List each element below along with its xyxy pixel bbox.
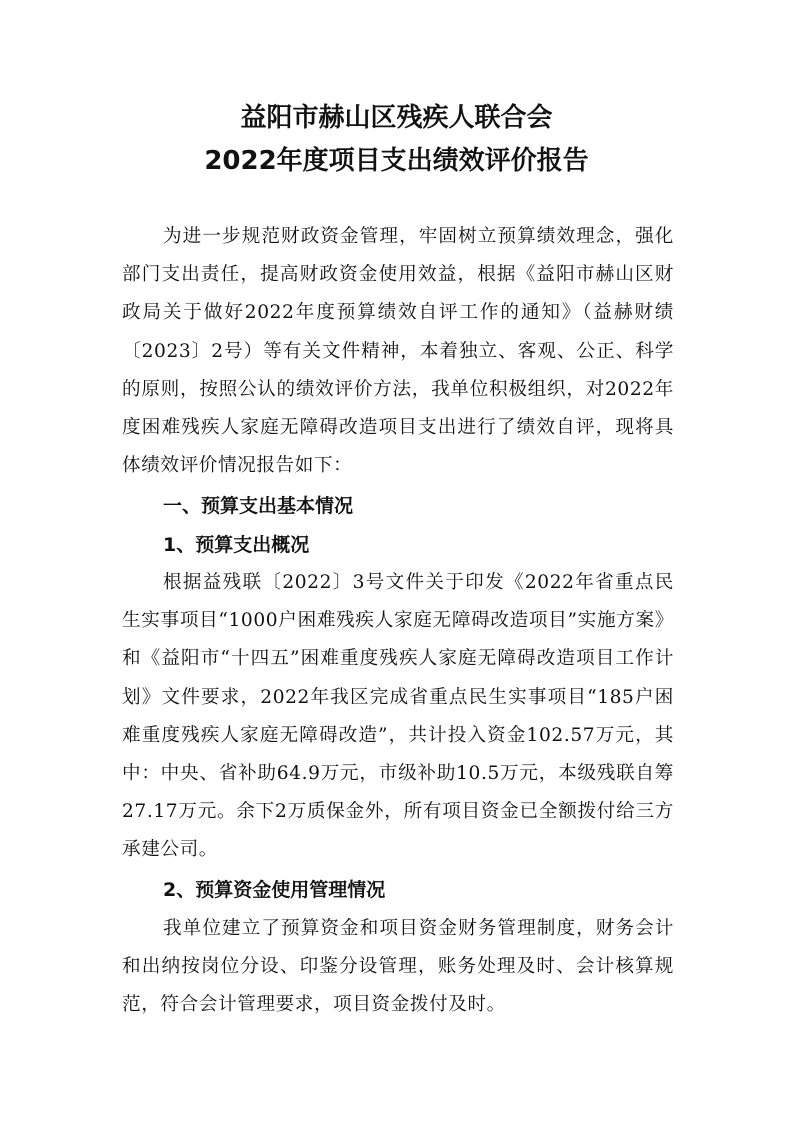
- section-heading-budget-overview: 一、预算支出基本情况: [163, 495, 354, 517]
- subsection-heading-expenditure-summary: 1、预算支出概况: [163, 534, 310, 556]
- document-title-line1: 益阳市赫山区残疾人联合会: [240, 103, 553, 133]
- subsection-heading-fund-management: 2、预算资金使用管理情况: [163, 879, 386, 901]
- expenditure-summary-paragraph: 根据益残联〔2022〕3号文件关于印发《2022年省重点民生实事项目“1000户困难残疾人家庭无障碍改造项目”实施方案》和《益阳市“十四五”困难重度残疾人家庭无障碍改造项目工作计划》文件要求，2022年我区完成省重点民生实事项目“185户困难重度残疾人家庭无障碍改造”，共计投入资金102.57万元，其中：中央、省补助64.9万元，市级补助10.5万元，本级残联自筹27.17万元。余下2万质保金外，所有项目资金已全额拨付给三方承建公司。: [122, 572, 674, 861]
- intro-paragraph: 为进一步规范财政资金管理，牢固树立预算绩效理念，强化部门支出责任，提高财政资金使用效益，根据《益阳市赫山区财政局关于做好2022年度预算绩效自评工作的通知》（益赫财绩〔2023〕2号）等有关文件精神，本着独立、客观、公正、科学的原则，按照公认的绩效评价方法，我单位积极组织，对2022年度困难残疾人家庭无障碍改造项目支出进行了绩效自评，现将具体绩效评价情况报告如下：: [122, 226, 674, 477]
- fund-management-paragraph: 我单位建立了预算资金和项目资金财务管理制度，财务会计和出纳按岗位分设、印鉴分设管理，账务处理及时、会计核算规范，符合会计管理要求，项目资金拨付及时。: [122, 918, 674, 1016]
- document-title-line2: 2022年度项目支出绩效评价报告: [204, 146, 589, 176]
